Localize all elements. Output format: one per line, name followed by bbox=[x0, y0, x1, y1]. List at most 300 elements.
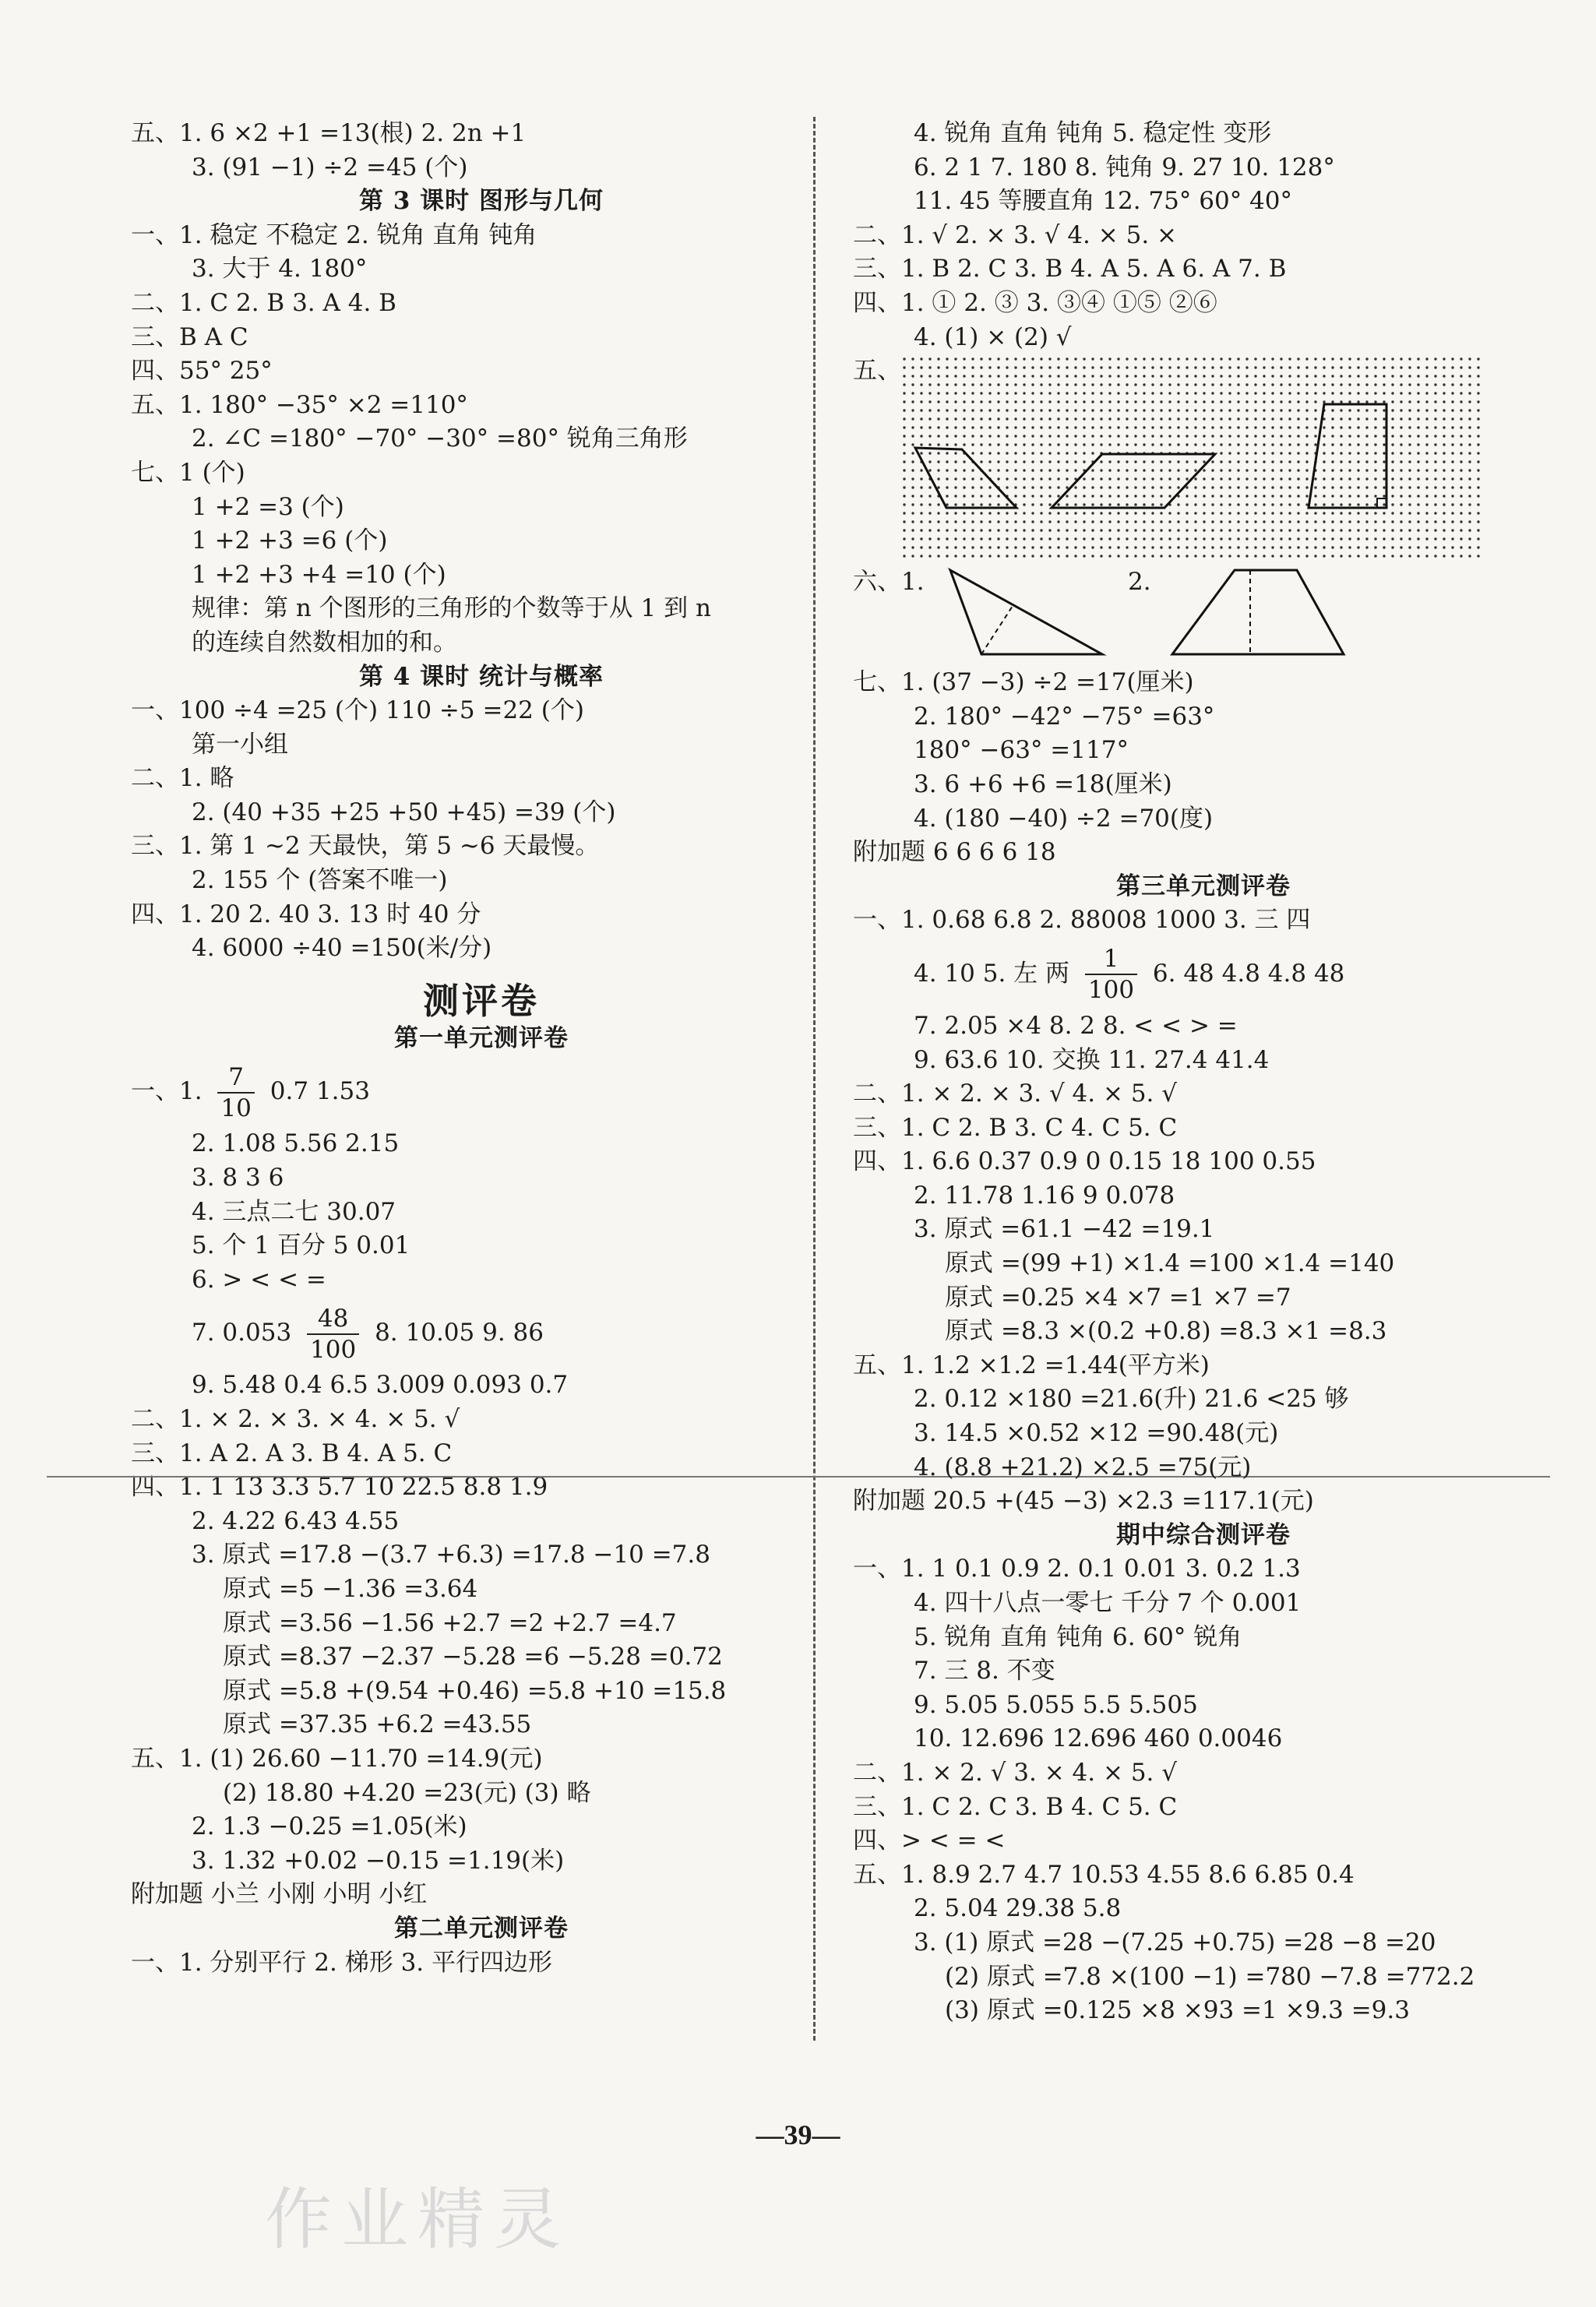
grid-dot bbox=[1365, 477, 1368, 480]
grid-dot bbox=[1083, 537, 1085, 540]
grid-dot bbox=[1031, 486, 1034, 488]
grid-dot bbox=[1031, 460, 1034, 463]
grid-dot bbox=[1228, 469, 1231, 471]
grid-dot bbox=[1468, 529, 1471, 531]
grid-dot bbox=[954, 486, 957, 488]
grid-dot bbox=[1280, 477, 1282, 480]
grid-dot bbox=[971, 529, 974, 531]
grid-dot bbox=[1023, 435, 1025, 437]
answer-line: 9. 5.05 5.055 5.5 5.505 bbox=[914, 1690, 1198, 1719]
grid-dot bbox=[1126, 400, 1128, 403]
grid-dot bbox=[1297, 435, 1299, 437]
grid-dot bbox=[1074, 486, 1076, 488]
grid-dot bbox=[1117, 503, 1119, 505]
grid-dot bbox=[1460, 537, 1462, 540]
grid-dot bbox=[988, 512, 991, 514]
grid-dot bbox=[1228, 392, 1231, 394]
grid-dot bbox=[1083, 426, 1085, 428]
grid-dot bbox=[937, 460, 939, 463]
grid-dot bbox=[1186, 426, 1188, 428]
grid-dot bbox=[971, 443, 974, 446]
grid-dot bbox=[1117, 460, 1119, 463]
grid-dot bbox=[1314, 512, 1316, 514]
grid-dot bbox=[1400, 512, 1402, 514]
grid-dot bbox=[946, 512, 948, 514]
grid-dot bbox=[1468, 503, 1471, 505]
grid-dot bbox=[1348, 503, 1351, 505]
grid-dot bbox=[1220, 383, 1222, 386]
grid-dot bbox=[1031, 477, 1034, 480]
grid-dot bbox=[1348, 486, 1351, 488]
grid-dot bbox=[1194, 529, 1196, 531]
grid-dot bbox=[903, 392, 905, 394]
grid-dot bbox=[1186, 383, 1188, 386]
grid-dot bbox=[1254, 443, 1256, 446]
answer-line: 第二单元测评卷 bbox=[394, 1914, 569, 1942]
grid-dot bbox=[1168, 400, 1171, 403]
grid-dot bbox=[1126, 495, 1128, 497]
grid-dot bbox=[1383, 452, 1385, 454]
grid-dot bbox=[1425, 469, 1428, 471]
grid-dot bbox=[963, 383, 965, 386]
grid-dot bbox=[1357, 546, 1359, 548]
grid-dot bbox=[946, 537, 948, 540]
grid-dot bbox=[1434, 469, 1436, 471]
grid-dot bbox=[1057, 520, 1059, 523]
grid-dot bbox=[1331, 520, 1334, 523]
grid-dot bbox=[1408, 486, 1411, 488]
grid-dot bbox=[911, 357, 914, 360]
grid-dot bbox=[1400, 409, 1402, 411]
grid-dot bbox=[903, 477, 905, 480]
grid-dot bbox=[1305, 460, 1308, 463]
answer-line: 6. > < < = bbox=[192, 1265, 326, 1294]
grid-dot bbox=[1434, 392, 1436, 394]
grid-dot bbox=[1040, 443, 1042, 446]
grid-dot bbox=[920, 555, 922, 557]
grid-dot bbox=[1434, 486, 1436, 488]
grid-dot bbox=[980, 537, 982, 540]
grid-dot bbox=[1434, 443, 1436, 446]
grid-dot bbox=[1383, 357, 1385, 360]
grid-dot bbox=[903, 400, 905, 403]
grid-dot bbox=[1331, 537, 1334, 540]
grid-dot bbox=[1305, 357, 1308, 360]
grid-dot bbox=[1331, 546, 1334, 548]
grid-dot bbox=[1023, 460, 1025, 463]
grid-dot bbox=[1348, 366, 1351, 368]
grid-dot bbox=[1160, 417, 1162, 420]
grid-dot bbox=[1280, 435, 1282, 437]
grid-dot bbox=[1271, 366, 1274, 368]
grid-dot bbox=[1091, 435, 1094, 437]
grid-dot bbox=[1048, 357, 1051, 360]
grid-dot bbox=[1357, 366, 1359, 368]
grid-dot bbox=[1048, 426, 1051, 428]
grid-dot bbox=[954, 435, 957, 437]
fraction-numerator: 1 bbox=[1085, 944, 1137, 975]
grid-dot bbox=[1408, 512, 1411, 514]
grid-dot bbox=[971, 546, 974, 548]
grid-dot bbox=[1477, 512, 1479, 514]
grid-dot bbox=[1083, 520, 1085, 523]
grid-dot bbox=[1237, 452, 1239, 454]
answer-line: 3. 1.32 +0.02 −0.15 =1.19(米) bbox=[192, 1846, 565, 1875]
grid-dot bbox=[937, 452, 939, 454]
grid-dot bbox=[1365, 460, 1368, 463]
grid-dot bbox=[1074, 520, 1076, 523]
grid-dot bbox=[1186, 495, 1188, 497]
grid-dot bbox=[1151, 383, 1154, 386]
grid-dot bbox=[1177, 409, 1179, 411]
grid-dot bbox=[1186, 417, 1188, 420]
grid-dot bbox=[1117, 426, 1119, 428]
grid-dot bbox=[997, 460, 999, 463]
grid-dot bbox=[1168, 375, 1171, 377]
grid-dot bbox=[1040, 495, 1042, 497]
grid-dot bbox=[928, 409, 931, 411]
grid-dot bbox=[1323, 375, 1325, 377]
grid-dot bbox=[963, 460, 965, 463]
grid-dot bbox=[1357, 520, 1359, 523]
grid-dot bbox=[920, 435, 922, 437]
grid-dot bbox=[971, 366, 974, 368]
answer-line: 第 3 课时 图形与几何 bbox=[359, 187, 604, 216]
grid-dot bbox=[1100, 366, 1102, 368]
grid-dot bbox=[1031, 443, 1034, 446]
grid-dot bbox=[1134, 469, 1136, 471]
grid-dot bbox=[1365, 392, 1368, 394]
grid-dot bbox=[1023, 469, 1025, 471]
answer-line: 规律：第 n 个图形的三角形的个数等于从 1 到 n bbox=[192, 594, 711, 623]
grid-dot bbox=[1023, 520, 1025, 523]
grid-dot bbox=[1297, 503, 1299, 505]
triangle-shape bbox=[915, 448, 1016, 508]
grid-dot bbox=[1151, 357, 1154, 360]
grid-dot bbox=[1468, 443, 1471, 446]
grid-dot bbox=[1314, 486, 1316, 488]
grid-dot bbox=[1211, 477, 1214, 480]
grid-dot bbox=[903, 443, 905, 446]
grid-dot bbox=[988, 375, 991, 377]
grid-dot bbox=[1314, 477, 1316, 480]
answer-line: 五、1. 1.2 ×1.2 =1.44(平方米) bbox=[853, 1351, 1210, 1379]
grid-dot bbox=[1297, 417, 1299, 420]
grid-dot bbox=[1460, 452, 1462, 454]
grid-dot bbox=[1100, 435, 1102, 437]
grid-dot bbox=[1117, 409, 1119, 411]
grid-dot bbox=[1143, 383, 1145, 386]
grid-dot bbox=[1391, 435, 1393, 437]
grid-dot bbox=[988, 495, 991, 497]
grid-dot bbox=[1237, 520, 1239, 523]
grid-dot bbox=[971, 495, 974, 497]
grid-dot bbox=[1408, 417, 1411, 420]
grid-dot bbox=[1417, 537, 1419, 540]
grid-dot bbox=[1014, 546, 1016, 548]
grid-dot bbox=[997, 477, 999, 480]
grid-dot bbox=[1460, 417, 1462, 420]
grid-dot bbox=[954, 460, 957, 463]
answer-line: 4. 四十八点一零七 千分 7 个 0.001 bbox=[914, 1589, 1302, 1617]
grid-dot bbox=[928, 486, 931, 488]
grid-dot bbox=[1443, 537, 1445, 540]
grid-dot bbox=[911, 392, 914, 394]
grid-dot bbox=[1186, 520, 1188, 523]
grid-dot bbox=[1434, 426, 1436, 428]
grid-dot bbox=[980, 460, 982, 463]
grid-dot bbox=[1160, 469, 1162, 471]
grid-dot bbox=[1340, 400, 1342, 403]
grid-dot bbox=[1331, 366, 1334, 368]
grid-dot bbox=[1340, 546, 1342, 548]
q6-label-2: 2. bbox=[1128, 568, 1151, 597]
grid-dot bbox=[911, 477, 914, 480]
grid-dot bbox=[1074, 392, 1076, 394]
grid-dot bbox=[1323, 460, 1325, 463]
grid-dot bbox=[920, 529, 922, 531]
grid-dot bbox=[1400, 520, 1402, 523]
grid-dot bbox=[1194, 383, 1196, 386]
grid-dot bbox=[1357, 357, 1359, 360]
grid-dot bbox=[1434, 520, 1436, 523]
grid-dot bbox=[1263, 417, 1265, 420]
grid-dot bbox=[1271, 443, 1274, 446]
grid-dot bbox=[1057, 426, 1059, 428]
grid-dot bbox=[1211, 537, 1214, 540]
grid-dot bbox=[1280, 469, 1282, 471]
grid-dot bbox=[1280, 443, 1282, 446]
grid-dot bbox=[1340, 529, 1342, 531]
grid-dot bbox=[1091, 409, 1094, 411]
answer-line: 3. 8 3 6 bbox=[192, 1164, 284, 1192]
grid-dot bbox=[1160, 495, 1162, 497]
grid-dot bbox=[1451, 477, 1453, 480]
grid-dot bbox=[1408, 520, 1411, 523]
grid-dot bbox=[1468, 426, 1471, 428]
grid-dot bbox=[1203, 392, 1205, 394]
grid-dot bbox=[1374, 460, 1376, 463]
grid-dot bbox=[1425, 477, 1428, 480]
grid-dot bbox=[1031, 375, 1034, 377]
grid-dot bbox=[980, 357, 982, 360]
grid-dot bbox=[1143, 546, 1145, 548]
grid-dot bbox=[1460, 486, 1462, 488]
grid-dot bbox=[1074, 417, 1076, 420]
grid-dot bbox=[937, 537, 939, 540]
grid-dot bbox=[1348, 375, 1351, 377]
grid-dot bbox=[1245, 495, 1248, 497]
grid-dot bbox=[1117, 366, 1119, 368]
answer-line: 原式 =(99 +1) ×1.4 =100 ×1.4 =140 bbox=[945, 1249, 1395, 1278]
grid-dot bbox=[1186, 392, 1188, 394]
grid-dot bbox=[1297, 512, 1299, 514]
grid-dot bbox=[1297, 520, 1299, 523]
grid-dot bbox=[1040, 486, 1042, 488]
grid-dot bbox=[903, 495, 905, 497]
grid-dot bbox=[1108, 537, 1111, 540]
grid-dot bbox=[1100, 460, 1102, 463]
grid-dot bbox=[1245, 426, 1248, 428]
grid-dot bbox=[1288, 503, 1291, 505]
grid-dot bbox=[1177, 469, 1179, 471]
grid-dot bbox=[1203, 435, 1205, 437]
grid-dot bbox=[1323, 383, 1325, 386]
grid-dot bbox=[980, 383, 982, 386]
grid-dot bbox=[1340, 392, 1342, 394]
grid-dot bbox=[1083, 529, 1085, 531]
grid-dot bbox=[903, 417, 905, 420]
grid-dot bbox=[1168, 426, 1171, 428]
grid-dot bbox=[1357, 503, 1359, 505]
grid-dot bbox=[1254, 486, 1256, 488]
grid-dot bbox=[1365, 383, 1368, 386]
grid-dot bbox=[1040, 375, 1042, 377]
grid-dot bbox=[1160, 426, 1162, 428]
grid-dot bbox=[1134, 520, 1136, 523]
grid-dot bbox=[1031, 529, 1034, 531]
grid-dot bbox=[1151, 546, 1154, 548]
grid-dot bbox=[1031, 495, 1034, 497]
grid-dot bbox=[937, 529, 939, 531]
grid-dot bbox=[1040, 529, 1042, 531]
grid-dot bbox=[1443, 409, 1445, 411]
grid-dot bbox=[1314, 409, 1316, 411]
answer-line: 一、1. 0.68 6.8 2. 88008 1000 3. 三 四 bbox=[853, 906, 1311, 935]
grid-dot bbox=[1228, 520, 1231, 523]
grid-dot bbox=[1331, 409, 1334, 411]
grid-dot bbox=[1126, 555, 1128, 557]
grid-dot bbox=[1117, 383, 1119, 386]
grid-dot bbox=[1237, 546, 1239, 548]
grid-dot bbox=[1297, 392, 1299, 394]
grid-dot bbox=[1340, 486, 1342, 488]
grid-dot bbox=[1228, 435, 1231, 437]
grid-dot bbox=[1091, 443, 1094, 446]
grid-dot bbox=[1023, 546, 1025, 548]
grid-dot bbox=[903, 503, 905, 505]
grid-dot bbox=[1391, 495, 1393, 497]
grid-dot bbox=[1297, 366, 1299, 368]
grid-dot bbox=[1186, 529, 1188, 531]
grid-dot bbox=[1245, 366, 1248, 368]
grid-dot bbox=[1220, 503, 1222, 505]
answer-line: 四、1. 1 13 3.3 5.7 10 22.5 8.8 1.9 bbox=[131, 1473, 548, 1502]
grid-dot bbox=[1074, 546, 1076, 548]
grid-dot bbox=[1468, 477, 1471, 480]
grid-dot bbox=[1383, 426, 1385, 428]
grid-dot bbox=[946, 452, 948, 454]
grid-dot bbox=[1425, 537, 1428, 540]
grid-dot bbox=[1425, 452, 1428, 454]
grid-dot bbox=[1066, 477, 1068, 480]
grid-dot bbox=[1374, 435, 1376, 437]
grid-dot bbox=[1263, 529, 1265, 531]
grid-dot bbox=[1211, 409, 1214, 411]
grid-dot bbox=[1263, 400, 1265, 403]
grid-dot bbox=[1203, 469, 1205, 471]
grid-dot bbox=[937, 486, 939, 488]
grid-dot bbox=[954, 469, 957, 471]
grid-dot bbox=[1057, 486, 1059, 488]
grid-dot bbox=[1451, 357, 1453, 360]
grid-dot bbox=[1006, 460, 1008, 463]
grid-dot bbox=[1417, 495, 1419, 497]
grid-dot bbox=[1460, 375, 1462, 377]
grid-dot bbox=[1177, 426, 1179, 428]
answer-line: 2. ∠C =180° −70° −30° =80° 锐角三角形 bbox=[192, 424, 688, 453]
grid-dot bbox=[1434, 383, 1436, 386]
grid-dot bbox=[1443, 555, 1445, 557]
grid-dot bbox=[1066, 443, 1068, 446]
answer-line: 9. 63.6 10. 交换 11. 27.4 41.4 bbox=[914, 1045, 1270, 1074]
grid-dot bbox=[1177, 555, 1179, 557]
grid-dot bbox=[1425, 392, 1428, 394]
grid-dot bbox=[1477, 366, 1479, 368]
grid-dot bbox=[1031, 469, 1034, 471]
grid-dot bbox=[1271, 486, 1274, 488]
grid-dot bbox=[1280, 546, 1282, 548]
grid-dot bbox=[1228, 460, 1231, 463]
grid-dot bbox=[1374, 520, 1376, 523]
grid-dot bbox=[1057, 383, 1059, 386]
grid-dot bbox=[928, 443, 931, 446]
grid-dot bbox=[911, 375, 914, 377]
grid-dot bbox=[1023, 366, 1025, 368]
grid-dot bbox=[1108, 435, 1111, 437]
grid-dot bbox=[946, 435, 948, 437]
grid-dot bbox=[1211, 555, 1214, 557]
grid-dot bbox=[1417, 486, 1419, 488]
grid-dot bbox=[911, 426, 914, 428]
grid-dot bbox=[1477, 426, 1479, 428]
grid-dot bbox=[1160, 383, 1162, 386]
answer-line: 一、100 ÷4 =25 (个) 110 ÷5 =22 (个) bbox=[131, 696, 584, 725]
grid-dot bbox=[1057, 546, 1059, 548]
answer-line: 第三单元测评卷 bbox=[1116, 872, 1291, 900]
grid-dot bbox=[1023, 477, 1025, 480]
grid-dot bbox=[1357, 486, 1359, 488]
grid-dot bbox=[1323, 503, 1325, 505]
height-drawing-figure bbox=[853, 561, 1554, 666]
grid-dot bbox=[1108, 520, 1111, 523]
grid-dot bbox=[1074, 503, 1076, 505]
grid-dot bbox=[1186, 469, 1188, 471]
grid-dot bbox=[1023, 392, 1025, 394]
answer-line: 第一单元测评卷 bbox=[394, 1023, 569, 1052]
grid-dot bbox=[1417, 409, 1419, 411]
grid-dot bbox=[1408, 537, 1411, 540]
grid-dot bbox=[1245, 400, 1248, 403]
grid-dot bbox=[1048, 537, 1051, 540]
grid-dot bbox=[1305, 383, 1308, 386]
grid-dot bbox=[1451, 392, 1453, 394]
grid-dot bbox=[1288, 477, 1291, 480]
grid-dot bbox=[1220, 452, 1222, 454]
grid-dot bbox=[1477, 546, 1479, 548]
grid-dot bbox=[1048, 435, 1051, 437]
grid-dot bbox=[1168, 357, 1171, 360]
answer-line: 三、1. C 2. B 3. C 4. C 5. C bbox=[853, 1113, 1178, 1142]
grid-dot bbox=[928, 503, 931, 505]
grid-dot bbox=[1211, 460, 1214, 463]
grid-dot bbox=[1434, 555, 1436, 557]
grid-dot bbox=[1228, 546, 1231, 548]
grid-dot bbox=[1066, 503, 1068, 505]
answer-line: 9. 5.48 0.4 6.5 3.009 0.093 0.7 bbox=[192, 1371, 569, 1400]
grid-dot bbox=[946, 520, 948, 523]
grid-dot bbox=[1331, 443, 1334, 446]
